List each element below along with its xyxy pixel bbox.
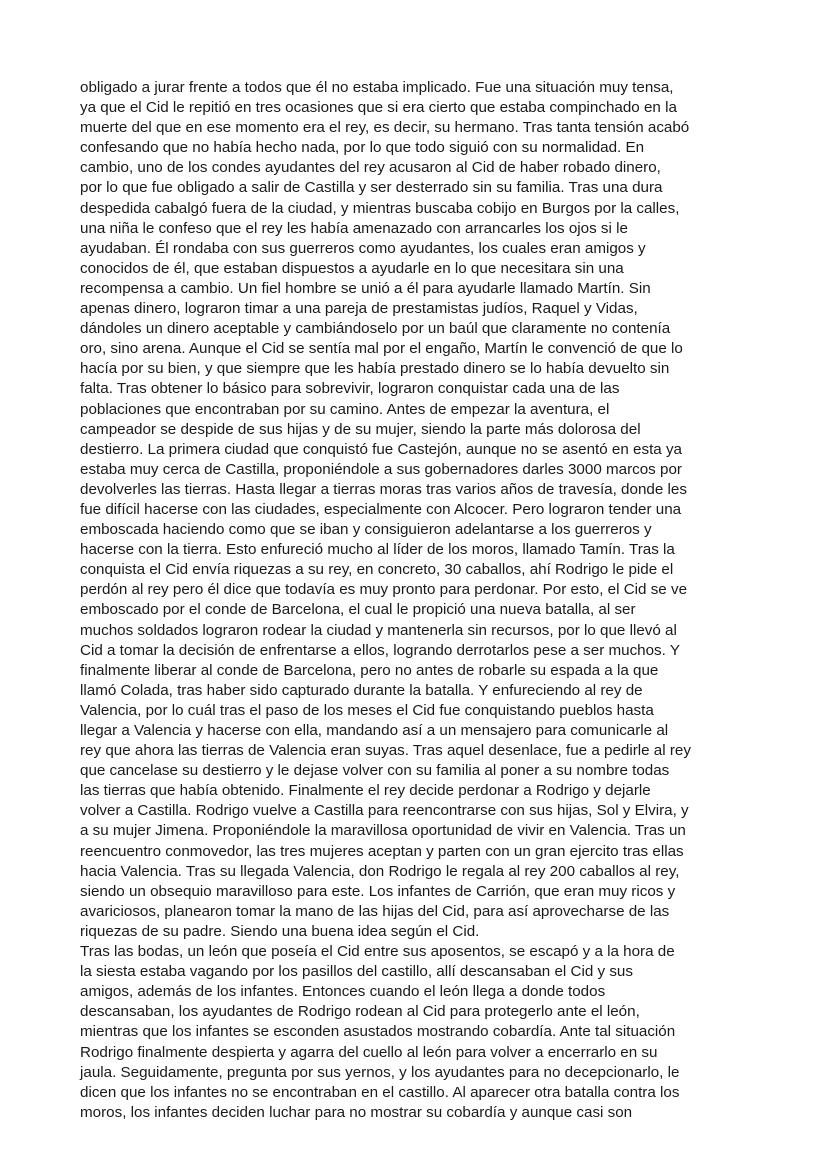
- text-line: ayudaban. Él rondaba con sus guerreros como ayudantes, los cuales eran amigos y: [80, 239, 646, 257]
- text-line: avariciosos, planearon tomar la mano de las hijas del Cid, para así aprovecharse de las: [80, 902, 670, 920]
- text-line: ya que el Cid le repitió en tres ocasiones que si era cierto que estaba compinchado en la: [80, 99, 677, 117]
- text-line: perdón al rey pero él dice que todavía es muy pronto para perdonar. Por esto, el Cid se ve: [80, 581, 688, 599]
- text-line: cambio, uno de los condes ayudantes del rey acusaron al Cid de haber robado dinero,: [80, 159, 661, 177]
- text-line: a su mujer Jimena. Proponiéndole la maravillosa oportunidad de vivir en Valencia. Tras un: [80, 822, 686, 840]
- text-line: destierro. La primera ciudad que conquistó fue Castejón, aunque no se asentó en esta ya: [80, 440, 682, 458]
- text-line: conquista el Cid envía riquezas a su rey, en concreto, 30 caballos, ahí Rodrigo le pide el: [80, 561, 674, 579]
- text-line: muchos soldados lograron rodear la ciudad y mantenerla sin recursos, por lo que llevó al: [80, 621, 677, 639]
- text-line: recompensa a cambio. Un fiel hombre se unió a él para ayudarle llamado Martín. Sin: [80, 279, 651, 297]
- paragraph: [80, 78, 760, 942]
- text-line: por lo que fue obligado a salir de Castilla y ser desterrado sin su familia. Tras una dura: [80, 179, 663, 197]
- text-line: Tras las bodas, un león que poseía el Cid entre sus aposentos, se escapó y a la hora de: [80, 943, 675, 961]
- text-line: muerte del que en ese momento era el rey, es decir, su hermano. Tras tanta tensión acabó: [80, 119, 690, 137]
- text-line: devolverles las tierras. Hasta llegar a tierras moras tras varios años de travesía, donde les: [80, 480, 687, 498]
- text-line: poblaciones que encontraban por su camino. Antes de empezar la aventura, el: [80, 400, 610, 418]
- text-line: riquezas de su padre. Siendo una buena idea según el Cid.: [80, 922, 480, 940]
- text-line: llegar a Valencia y hacerse con ella, mandando así a un mensajero para comunicarle al: [80, 722, 669, 739]
- text-line: falta. Tras obtener lo básico para sobrevivir, lograron conquistar cada una de las: [80, 380, 620, 398]
- text-line: una niña le confeso que el rey les había amenazado con arrancarles los ojos si le: [80, 219, 628, 237]
- text-line: moros, los infantes deciden luchar para no mostrar su cobardía y aunque casi son: [80, 1103, 633, 1121]
- text-line: estaba muy cerca de Castilla, proponiéndole a sus gobernadores darles 3000 marcos por: [80, 460, 682, 478]
- text-line: confesando que no había hecho nada, por lo que todo siguió con su normalidad. En: [80, 139, 645, 157]
- text-line: dándoles un dinero aceptable y cambiándoselo por un baúl que claramente no contenía: [80, 320, 671, 338]
- text-line: dicen que los infantes no se encontraban en el castillo. Al aparecer otra batalla contra los: [80, 1083, 680, 1101]
- text-line: rey que ahora las tierras de Valencia eran suyas. Tras aquel desenlace, fue a pedirle al rey: [80, 742, 691, 760]
- text-line: jaula. Seguidamente, pregunta por sus yernos, y los ayudantes para no decepcionarlo, le: [80, 1063, 680, 1081]
- text-line: las tierras que había obtenido. Finalmente el rey decide perdonar a Rodrigo y dejarle: [80, 782, 651, 800]
- text-line: oro, sino arena. Aunque el Cid se sentía mal por el engaño, Martín le convenció de que lo: [80, 340, 683, 358]
- document-body: [80, 78, 760, 1123]
- text-line: siendo un obsequio maravilloso para este. Los infantes de Carrión, que eran muy ricos y: [80, 882, 676, 900]
- text-line: Rodrigo finalmente despierta y agarra del cuello al león para volver a encerrarlo en su: [80, 1043, 658, 1061]
- text-line: Valencia, por lo cuál tras el paso de los meses el Cid fue conquistando pueblos hasta: [80, 701, 654, 719]
- text-line: Cid a tomar la decisión de enfrentarse a ellos, logrando derrotarlos pese a ser muchos. Y: [80, 641, 680, 659]
- text-line: fue difícil hacerse con las ciudades, especialmente con Alcocer. Pero lograron tender una: [80, 500, 682, 518]
- text-line: reencuentro conmovedor, las tres mujeres aceptan y parten con un gran ejercito tras ellas: [80, 842, 684, 860]
- text-line: que cancelase su destierro y le dejase volver con su familia al poner a su nombre todas: [80, 762, 670, 780]
- text-line: volver a Castilla. Rodrigo vuelve a Castilla para reencontrarse con sus hijas, Sol y Elvira, y: [80, 802, 689, 820]
- text-line: descansaban, los ayudantes de Rodrigo rodean al Cid para protegerlo ante el león,: [80, 1003, 640, 1021]
- text-line: llamó Colada, tras haber sido capturado durante la batalla. Y enfureciendo al rey de: [80, 681, 643, 699]
- text-line: hacia Valencia. Tras su llegada Valencia, don Rodrigo le regala al rey 200 caballos al rey,: [80, 862, 680, 880]
- text-line: emboscado por el conde de Barcelona, el cual le propició una nueva batalla, al ser: [80, 601, 636, 619]
- text-line: apenas dinero, lograron timar a una pareja de prestamistas judíos, Raquel y Vidas,: [80, 300, 638, 318]
- text-line: hacerse con la tierra. Esto enfureció mucho al líder de los moros, llamado Tamín. Tras la: [80, 541, 675, 559]
- text-line: conocidos de él, que estaban dispuestos a ayudarle en lo que necesitara sin una: [80, 259, 624, 277]
- text-line: mientras que los infantes se esconden asustados mostrando cobardía. Ante tal situación: [80, 1023, 676, 1041]
- text-line: emboscada haciendo como que se iban y consiguieron adelantarse a los guerreros y: [80, 521, 652, 539]
- text-line: hacía por su bien, y que siempre que les había prestado dinero se lo había devuelto sin: [80, 360, 670, 378]
- text-line: campeador se despide de sus hijas y de su mujer, siendo la parte más dolorosa del: [80, 420, 641, 438]
- text-line: amigos, además de los infantes. Entonces cuando el león llega a donde todos: [80, 983, 606, 1001]
- text-line: finalmente liberar al conde de Barcelona, pero no antes de robarle su espada a la que: [80, 661, 659, 679]
- text-line: despedida cabalgó fuera de la ciudad, y mientras buscaba cobijo en Burgos por la calles,: [80, 199, 680, 217]
- paragraph: [80, 942, 760, 1123]
- text-line: la siesta estaba vagando por los pasillos del castillo, allí descansaban el Cid y sus: [80, 963, 633, 981]
- text-line: obligado a jurar frente a todos que él no estaba implicado. Fue una situación muy tensa,: [80, 79, 674, 96]
